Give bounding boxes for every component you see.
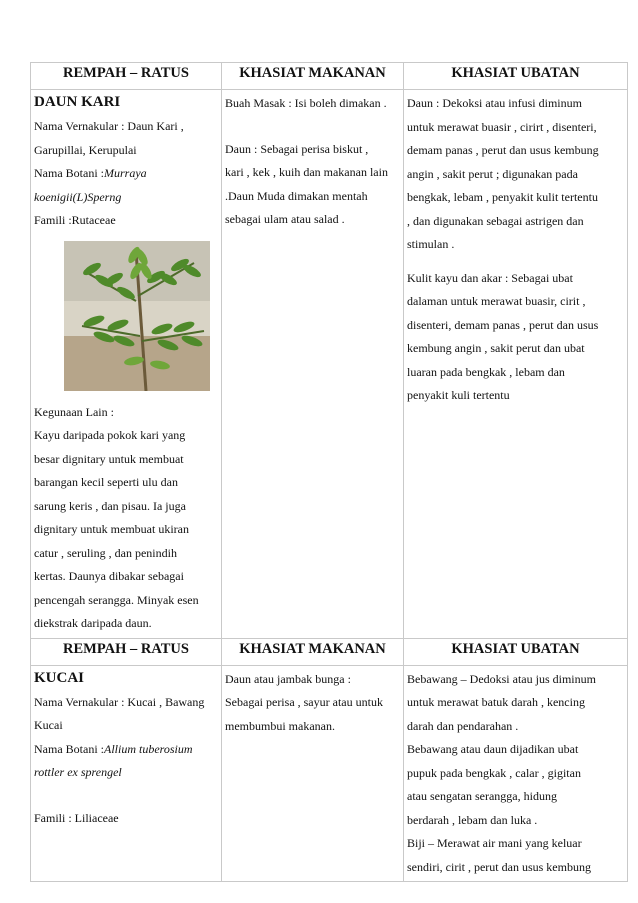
vernacular-line: Nama Vernakular : Kucai , Bawang xyxy=(34,694,205,709)
kegunaan-line: catur , seruling , dan penindih xyxy=(34,545,177,560)
herb-cell xyxy=(31,90,222,639)
makanan-cell xyxy=(222,90,404,639)
vernacular-line: Garupillai, Kerupulai xyxy=(34,142,137,157)
ubatan-line: Bebawang atau daun dijadikan ubat xyxy=(407,742,579,756)
kegunaan-line: sarung keris , dan pisau. Ia juga xyxy=(34,498,186,513)
botani-label: Nama Botani : xyxy=(34,166,104,180)
curry-leaf-plant-photo xyxy=(64,241,210,391)
herb-name: DAUN KARI xyxy=(34,94,121,110)
makanan-line: Daun atau jambak bunga : xyxy=(225,671,351,686)
ubatan-line: penyakit kuli tertentu xyxy=(407,388,510,402)
table-header-row xyxy=(31,63,628,90)
kegunaan-title: Kegunaan Lain : xyxy=(34,404,114,419)
botani-name: Allium tuberosium xyxy=(103,741,193,756)
header-rempah: REMPAH – RATUS xyxy=(31,63,222,90)
makanan-line: membumbui makanan. xyxy=(225,718,335,733)
botani-line xyxy=(34,738,218,762)
table-header-row xyxy=(31,638,628,665)
kegunaan-line: kertas. Daunya dibakar sebagai xyxy=(34,569,184,583)
makanan-line: kari , kek , kuih dan makanan lain xyxy=(225,165,388,179)
makanan-line: sebagai ulam atau salad . xyxy=(225,212,345,226)
botani-line xyxy=(34,162,218,186)
ubatan-line: , dan digunakan sebagai astrigen dan xyxy=(407,213,584,228)
makanan-line: Buah Masak : Isi boleh dimakan . xyxy=(225,96,387,110)
ubatan-line: disenteri, demam panas , perut dan usus xyxy=(407,317,599,332)
ubatan-line: Bebawang – Dedoksi atau jus diminum xyxy=(407,671,596,686)
ubatan-line: Daun : Dekoksi atau infusi diminum xyxy=(407,96,582,110)
ubatan-line: sendiri, cirit , perut dan usus kembung xyxy=(407,859,591,874)
ubatan-line: demam panas , perut dan usus kembung xyxy=(407,143,599,157)
header-rempah: REMPAH – RATUS xyxy=(31,638,222,665)
botani-name: rottler ex sprengel xyxy=(34,765,122,779)
header-ubatan: KHASIAT UBATAN xyxy=(404,638,628,665)
kegunaan-line: diekstrak daripada daun. xyxy=(34,616,152,630)
botani-name: Murraya xyxy=(103,166,147,180)
makanan-cell xyxy=(222,665,404,882)
botani-name: koenigii(L)Sperng xyxy=(34,189,122,204)
kegunaan-line: Kayu daripada pokok kari yang xyxy=(34,428,186,442)
herb-table xyxy=(30,62,628,882)
kegunaan-line: dignitary untuk membuat ukiran xyxy=(34,522,189,536)
ubatan-line: untuk merawat batuk darah , kencing xyxy=(407,695,585,709)
ubatan-line: atau sengatan serangga, hidung xyxy=(407,789,557,803)
herb-name: KUCAI xyxy=(34,669,85,686)
vernacular-line: Nama Vernakular : Daun Kari , xyxy=(34,119,184,133)
ubatan-line: darah dan pendarahan . xyxy=(407,718,519,733)
table-row xyxy=(31,665,628,882)
ubatan-line: untuk merawat buasir , cirirt , disenteri, xyxy=(407,119,597,134)
vernacular-line: Kucai xyxy=(34,718,63,732)
ubatan-line: luaran pada bengkak , lebam dan xyxy=(407,364,565,379)
table-row xyxy=(31,90,628,639)
makanan-line: Daun : Sebagai perisa biskut , xyxy=(225,141,369,156)
ubatan-line: Kulit kayu dan akar : Sebagai ubat xyxy=(407,270,573,285)
ubatan-line: berdarah , lebam dan luka . xyxy=(407,812,538,827)
makanan-line: Sebagai perisa , sayur atau untuk xyxy=(225,695,383,709)
kegunaan-line: pencengah serangga. Minyak esen xyxy=(34,592,199,607)
ubatan-line: dalaman untuk merawat buasir, cirit , xyxy=(407,294,586,308)
botani-label: Nama Botani : xyxy=(34,741,104,756)
ubatan-line: kembung angin , sakit perut dan ubat xyxy=(407,341,585,355)
ubatan-line: pupuk pada bengkak , calar , gigitan xyxy=(407,765,581,780)
ubatan-line: angin , sakit perut ; digunakan pada xyxy=(407,166,578,181)
famili-line: Famili :Rutaceae xyxy=(34,213,116,227)
herb-cell xyxy=(31,665,222,882)
ubatan-line: Biji – Merawat air mani yang keluar xyxy=(407,836,582,850)
kegunaan-line: barangan kecil seperti ulu dan xyxy=(34,475,178,489)
ubatan-cell xyxy=(404,90,628,639)
ubatan-line: bengkak, lebam , penyakit kulit tertentu xyxy=(407,190,598,204)
makanan-line: .Daun Muda dimakan mentah xyxy=(225,188,368,203)
ubatan-cell xyxy=(404,665,628,882)
kegunaan-line: besar dignitary untuk membuat xyxy=(34,451,184,466)
header-makanan: KHASIAT MAKANAN xyxy=(222,63,404,90)
header-makanan: KHASIAT MAKANAN xyxy=(222,638,404,665)
ubatan-line: stimulan . xyxy=(407,237,455,251)
famili-line: Famili : Liliaceae xyxy=(34,810,119,825)
header-ubatan: KHASIAT UBATAN xyxy=(404,63,628,90)
